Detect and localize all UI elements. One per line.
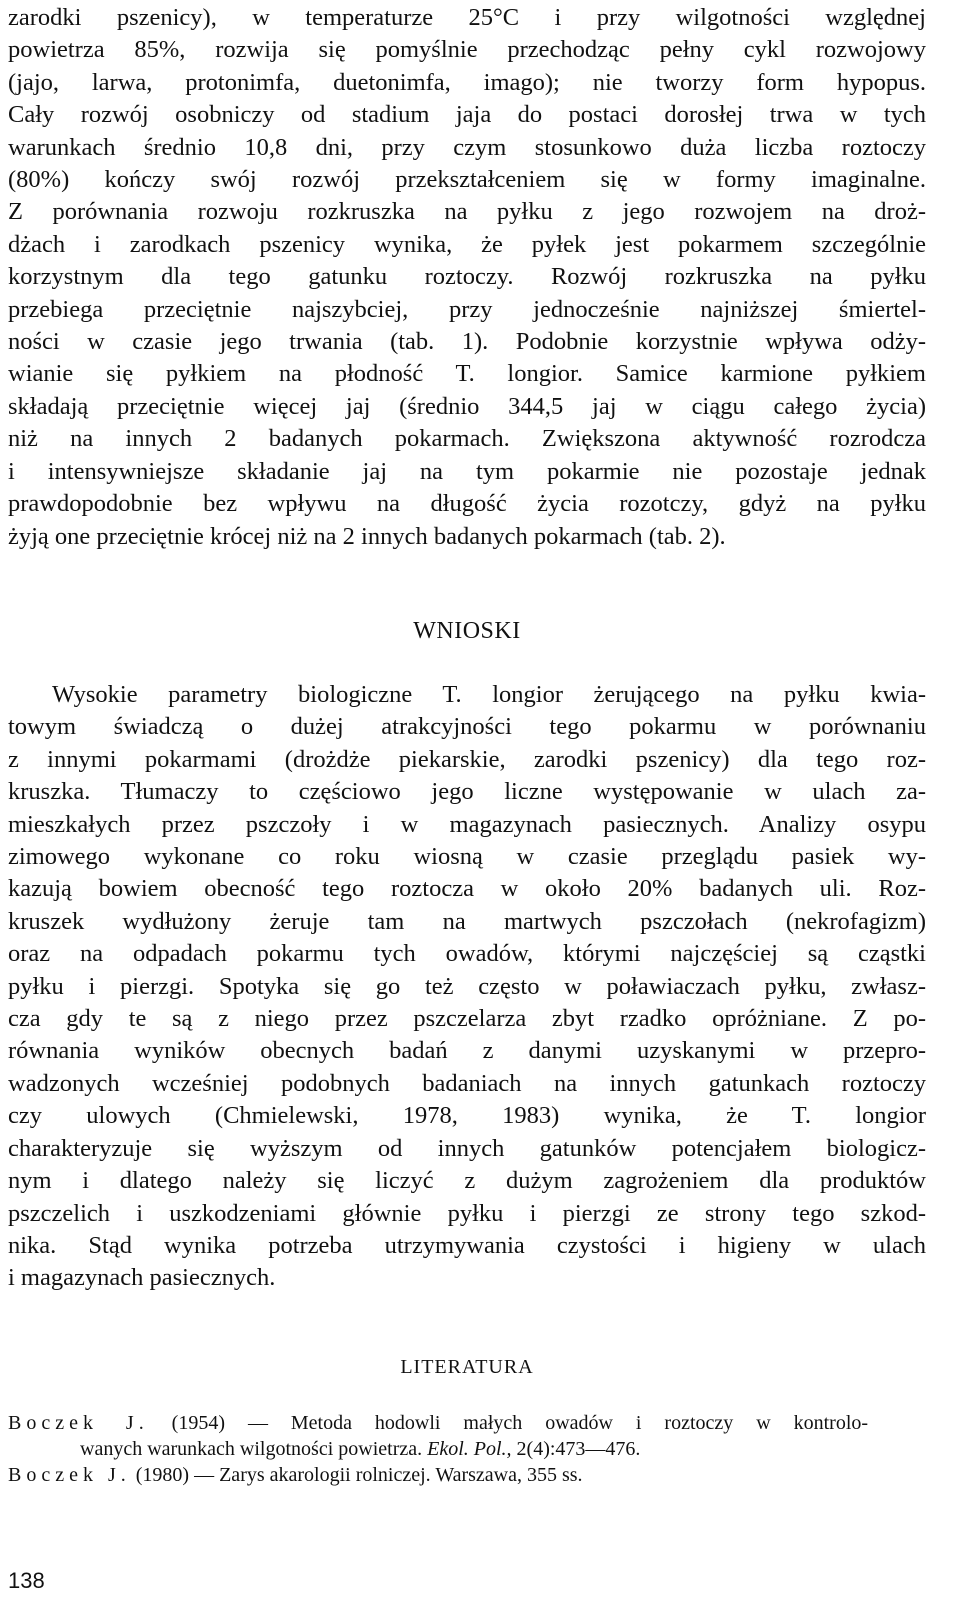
text-line: warunkach średnio 10,8 dni, przy czym stosunkowo duża liczba roztoczy [8,133,926,161]
text-line: Wysokie parametry biologiczne T. longior żerującego na pyłku kwia- [52,681,926,708]
reference-author: Boczek J. [8,1464,131,1486]
text-line: prawdopodobnie bez wpływu na długość życia rozotczy, gdyż na pyłku [8,490,926,518]
text-line: powietrza 85%, rozwija się pomyślnie przechodząc pełny cykl rozwojowy [8,36,926,64]
reference-line [8,1410,868,1436]
section-heading-literature: LITERATURA [400,1356,534,1378]
text-line: (80%) kończy swój rozwój przekształceniem się w formy imaginalne. [8,166,926,194]
text-line: i magazynach pasiecznych. [8,1264,276,1292]
reference-list [8,1410,868,1488]
text-line: dżach i zarodkach pszenicy wynika, że pyłek jest pokarmem szczególnie [8,230,926,258]
text-line: żyją one przeciętnie krócej niż na 2 innych badanych pokarmach (tab. 2). [8,522,726,550]
text-line: równania wyników obecnych badań z danymi uzyskanymi w przepro- [8,1037,926,1065]
text-line: z innymi pokarmami (drożdże piekarskie, zarodki pszenicy) dla tego roz- [8,745,926,773]
text-line: wianie się pyłkiem na płodność T. longior. Samice karmione pyłkiem [8,360,926,388]
reference-line [8,1436,868,1462]
text-line: cza gdy te są z niego przez pszczelarza zbyt rzadko opróżniane. Z po- [8,1005,926,1033]
reference-dash: — [194,1464,215,1486]
text-line: czy ulowych (Chmielewski, 1978, 1983) wynika, że T. longior [8,1102,926,1130]
text-line: oraz na odpadach pokarmu tych owadów, którymi najczęściej są cząstki [8,940,926,968]
text-line: pyłku i pierzgi. Spotyka się go też często w poławiaczach pyłku, zwłasz- [8,972,926,1000]
text-line: wadzonych wcześniej podobnych badaniach na innych gatunkach roztoczy [8,1069,926,1097]
text-line: zimowego wykonane co roku wiosną w czasie przeglądu pasiek wy- [8,843,926,871]
paragraph-intro [8,2,926,553]
text-line: ności w czasie jego trwania (tab. 1). Podobnie korzystnie wpływa odży- [8,328,926,356]
text-line: nika. Stąd wynika potrzeba utrzymywania czystości i higieny w ulach [8,1231,926,1259]
text-line: pszczelich i uszkodzeniami głównie pyłku i pierzgi ze strony tego szkod- [8,1199,926,1227]
paragraph-conclusions [8,679,926,1295]
reference-journal: Ekol. Pol., [427,1438,512,1460]
text-line: niż na innych 2 badanych pokarmach. Zwiększona aktywność rozrodcza [8,425,926,453]
reference-author: Boczek J. [8,1412,149,1434]
reference-item [8,1410,868,1462]
text-line: charakteryzuje się wyższym od innych gatunków potencjałem biologicz- [8,1134,926,1162]
text-line: mieszkałych przez pszczoły i w magazynach pasiecznych. Analizy osypu [8,810,926,838]
reference-title: Metoda hodowli małych owadów i roztoczy w kontrolo- [290,1412,868,1434]
text-line: zarodki pszenicy), w temperaturze 25°C i przy wilgotności względnej [8,4,926,31]
text-line: kruszka. Tłumaczy to częściowo jego liczne występowanie w ulach za- [8,778,926,806]
text-line: i intensywniejsze składanie jaj na tym pokarmie nie pozostaje jednak [8,457,926,485]
page-number: 138 [8,1568,45,1593]
reference-dash: — [247,1412,268,1434]
reference-citation: 2(4):473—476. [516,1438,641,1460]
reference-year: (1954) [171,1412,225,1434]
text-line: przebiega przeciętnie najszybciej, przy jednocześnie najniższej śmiertel- [8,295,926,323]
text-line: kruszek wydłużony żeruje tam na martwych pszczołach (nekrofagizm) [8,907,926,935]
reference-title: Zarys akarologii rolniczej. Warszawa, 355 ss. [219,1464,583,1486]
reference-year: (1980) [135,1464,190,1486]
text-line: nym i dlatego należy się liczyć z dużym zagrożeniem dla produktów [8,1167,926,1195]
section-heading-conclusions: WNIOSKI [413,618,521,644]
reference-line [8,1462,868,1488]
reference-title-cont: wanych warunkach wilgotności powietrza. [80,1438,423,1460]
text-line: Z porównania rozwoju rozkruszka na pyłku z jego rozwojem na droż- [8,198,926,226]
text-line: (jajo, larwa, protonimfa, duetonimfa, imago); nie tworzy form hypopus. [8,68,926,96]
text-line: towym świadczą o dużej atrakcyjności tego pokarmu w porównaniu [8,713,926,741]
reference-item [8,1462,868,1488]
text-line: korzystnym dla tego gatunku roztoczy. Rozwój rozkruszka na pyłku [8,263,926,291]
text-line: kazują bowiem obecność tego roztocza w około 20% badanych uli. Roz- [8,875,926,903]
text-line: składają przeciętnie więcej jaj (średnio 344,5 jaj w ciągu całego życia) [8,392,926,420]
text-line: Cały rozwój osobniczy od stadium jaja do postaci dorosłej trwa w tych [8,101,926,129]
